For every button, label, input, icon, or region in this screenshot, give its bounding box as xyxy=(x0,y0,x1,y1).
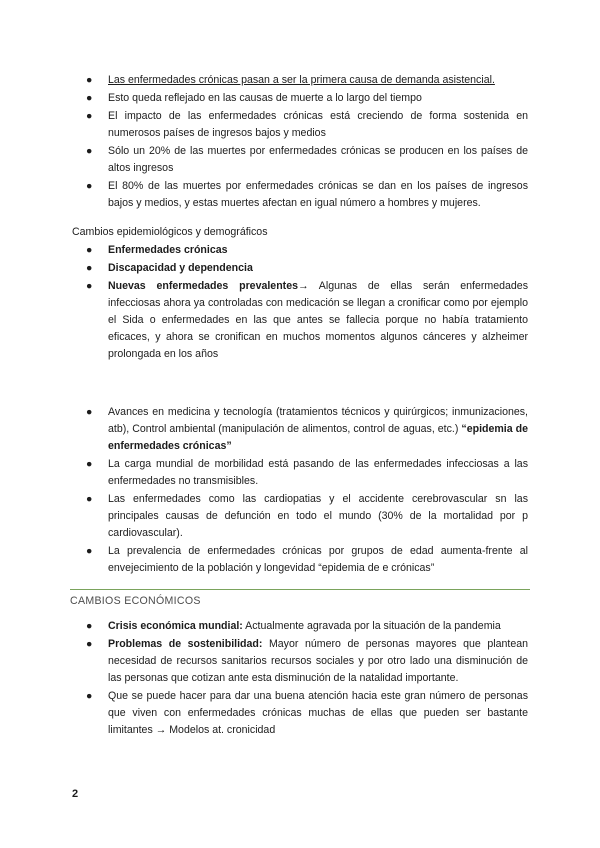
page-number: 2 xyxy=(72,788,79,800)
bullet-list-economic xyxy=(86,618,528,740)
bullet-icon: ● xyxy=(86,180,93,192)
list-item: ● Esto queda reflejado en las causas de muerte a lo largo del tiempo xyxy=(86,90,528,107)
bullet-icon: ● xyxy=(86,280,93,292)
list-item: ● Discapacidad y dependencia xyxy=(86,260,528,277)
bullet-icon: ● xyxy=(86,406,93,418)
list-item: ● Las enfermedades crónicas pasan a ser la primera causa de demanda asistencial. xyxy=(86,72,528,89)
bullet-icon: ● xyxy=(86,110,93,122)
list-item: ● Que se puede hacer para dar una buena atención hacia este gran número de personas que viven con enfermedades crónicas muchas de ellas que pueden ser bastante limitantes → Modelos at. cronicidad xyxy=(86,690,528,736)
list-item: ● El impacto de las enfermedades crónicas está creciendo de forma sostenida en numerosos países de ingresos bajos y medios xyxy=(86,110,528,139)
list-item: ● La carga mundial de morbilidad está pasando de las enfermedades infecciosas a las enfermedades no transmisibles. xyxy=(86,458,528,487)
list-item: ● Nuevas enfermedades prevalentes→ Algunas de ellas serán enfermedades infecciosas ahora ya controladas con medicación se llegan a cronificar como por ejemplo el Sida o enfermedades en las que antes se fallecia porque no había tratamiento eficaces, y ahora se cronifican en muchos momentos algunos cánceres y alzheimer prolongada en los años xyxy=(86,280,528,360)
bullet-icon: ● xyxy=(86,493,93,505)
bullet-list-chronic xyxy=(86,72,528,213)
bullet-icon: ● xyxy=(86,145,93,157)
bullet-list-advances xyxy=(86,404,528,578)
bullet-icon: ● xyxy=(86,262,93,274)
list-item: ● Crisis económica mundial: Actualmente agravada por la situación de la pandemia xyxy=(86,618,528,635)
list-item: ● Avances en medicina y tecnología (tratamientos técnicos y quirúrgicos; inmunizaciones, atb), Control ambiental (manipulación de alimentos, control de aguas, etc.) “epidemia de enfermedades crónicas” xyxy=(86,406,528,452)
bullet-icon: ● xyxy=(86,690,93,702)
subheading-epidemiological: Cambios epidemiológicos y demográficos xyxy=(72,226,268,238)
bullet-icon: ● xyxy=(86,620,93,632)
bullet-icon: ● xyxy=(86,638,93,650)
bullet-list-epidemiological xyxy=(86,242,528,364)
list-item: ● Sólo un 20% de las muertes por enfermedades crónicas se producen en los países de altos ingresos xyxy=(86,145,528,174)
list-item: ● La prevalencia de enfermedades crónicas por grupos de edad aumenta-frente al envejecimiento de la población y longevidad “epidemia de e crónicas” xyxy=(86,545,528,574)
bullet-icon: ● xyxy=(86,74,93,86)
section-heading-economic: CAMBIOS ECONÓMICOS xyxy=(70,589,530,612)
list-item: ● El 80% de las muertes por enfermedades crónicas se dan en los países de ingresos bajos y medios, y estas muertes afectan en igual número a hombres y mujeres. xyxy=(86,180,528,209)
list-item: ● Las enfermedades como las cardiopatias y el accidente cerebrovascular sn las principales causas de defunción en todo el mundo (30% de la mortalidad por p cardiovascular). xyxy=(86,493,528,539)
list-item: ● Problemas de sostenibilidad: Mayor número de personas mayores que plantean necesidad de recursos sanitarios recursos sociales y por otro lado una disminución de las personas que cotizan ante esta disminución de la natalidad importante. xyxy=(86,638,528,684)
bullet-icon: ● xyxy=(86,458,93,470)
list-item: ● Enfermedades crónicas xyxy=(86,242,528,259)
bullet-icon: ● xyxy=(86,545,93,557)
bullet-icon: ● xyxy=(86,244,93,256)
bullet-icon: ● xyxy=(86,92,93,104)
